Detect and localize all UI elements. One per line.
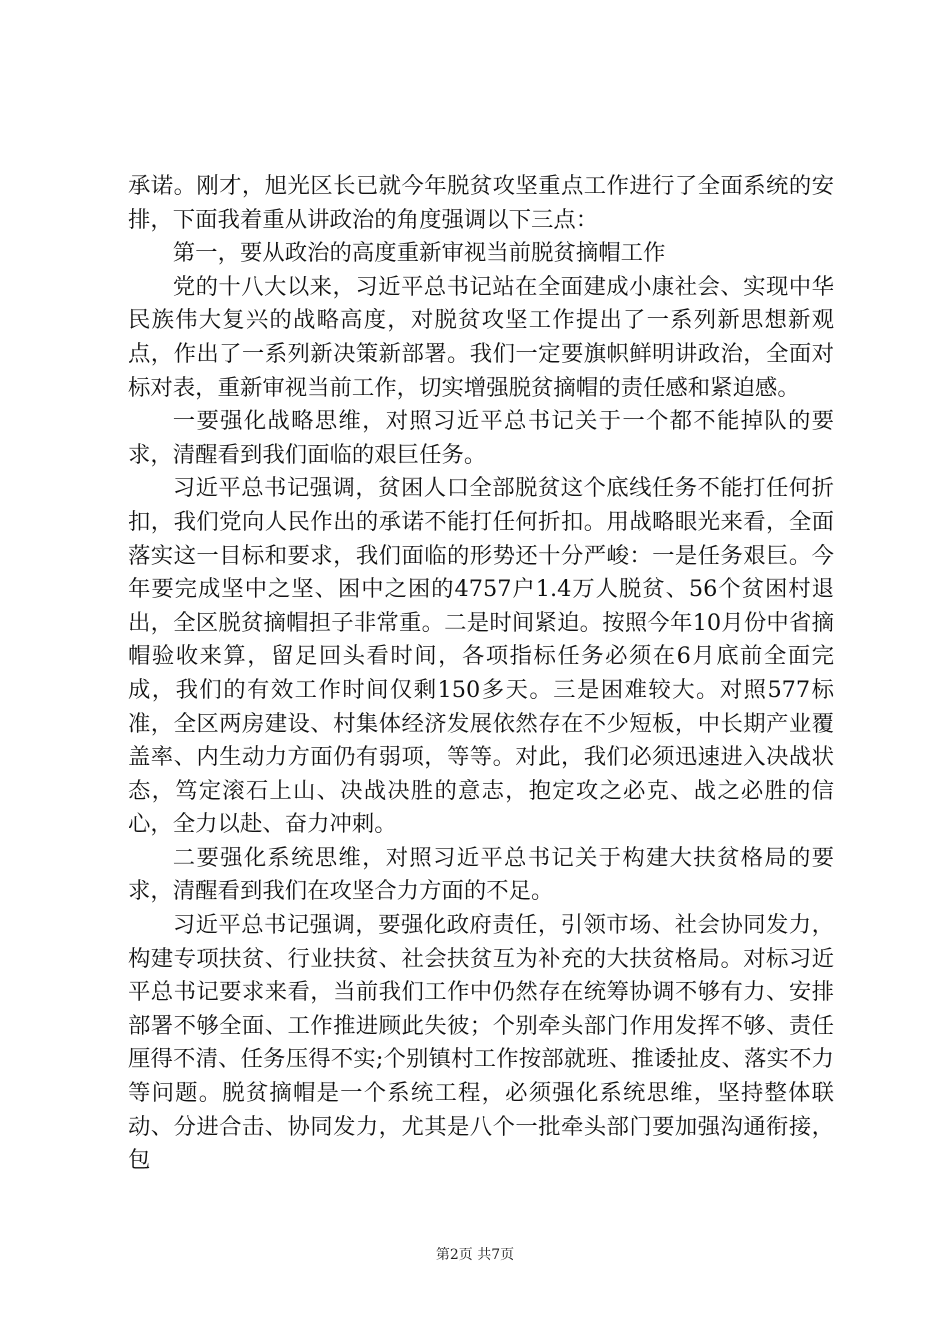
page-footer: 第2页 共7页 bbox=[435, 1247, 515, 1263]
document-body bbox=[128, 170, 834, 1178]
paragraph-3: 党的十八大以来，习近平总书记站在全面建成小康社会、实现中华民族伟大复兴的战略高度，对脱贫攻坚工作提出了一系列新思想新观点，作出了一系列新决策新部署。我们一定要旗帜鲜明讲政治，全面对标对表，重新审视当前工作，切实增强脱贫摘帽的责任感和紧迫感。 bbox=[128, 273, 834, 401]
paragraph-7: 习近平总书记强调，要强化政府责任，引领市场、社会协同发力，构建专项扶贫、行业扶贫、社会扶贫互为补充的大扶贫格局。对标习近平总书记要求来看，当前我们工作中仍然存在统筹协调不够有力、安排部署不够全面、工作推进顾此失彼；个别牵头部门作用发挥不够、责任厘得不清、任务压得不实;个别镇村工作按部就班、推诿扯皮、落实不力等问题。脱贫摘帽是一个系统工程，必须强化系统思维，坚持整体联动、分进合击、协同发力，尤其是八个一批牵头部门要加强沟通衔接，包 bbox=[128, 912, 834, 1174]
paragraph-5: 习近平总书记强调，贫困人口全部脱贫这个底线任务不能打任何折扣，我们党向人民作出的承诺不能打任何折扣。用战略眼光来看，全面落实这一目标和要求，我们面临的形势还十分严峻：一是任务艰巨。今年要完成坚中之坚、困中之困的4757户1.4万人脱贫、56个贫困村退出，全区脱贫摘帽担子非常重。二是时间紧迫。按照今年10月份中省摘帽验收来算，留足回头看时间，各项指标任务必须在6月底前全面完成，我们的有效工作时间仅剩150多天。三是困难较大。对照577标准，全区两房建设、村集体经济发展依然存在不少短板，中长期产业覆盖率、内生动力方面仍有弱项，等等。对此，我们必须迅速进入决战状态，笃定滚石上山、决战决胜的意志，抱定攻之必克、战之必胜的信心，全力以赴、奋力冲刺。 bbox=[128, 475, 834, 838]
paragraph-6: 二要强化系统思维，对照习近平总书记关于构建大扶贫格局的要求，清醒看到我们在攻坚合力方面的不足。 bbox=[128, 844, 834, 905]
paragraph-4: 一要强化战略思维，对照习近平总书记关于一个都不能掉队的要求，清醒看到我们面临的艰巨任务。 bbox=[128, 408, 834, 468]
paragraph-1: 承诺。刚才，旭光区长已就今年脱贫攻坚重点工作进行了全面系统的安排，下面我着重从讲政治的角度强调以下三点： bbox=[128, 173, 834, 233]
paragraph-2-heading: 第一，要从政治的高度重新审视当前脱贫摘帽工作 bbox=[172, 240, 666, 267]
